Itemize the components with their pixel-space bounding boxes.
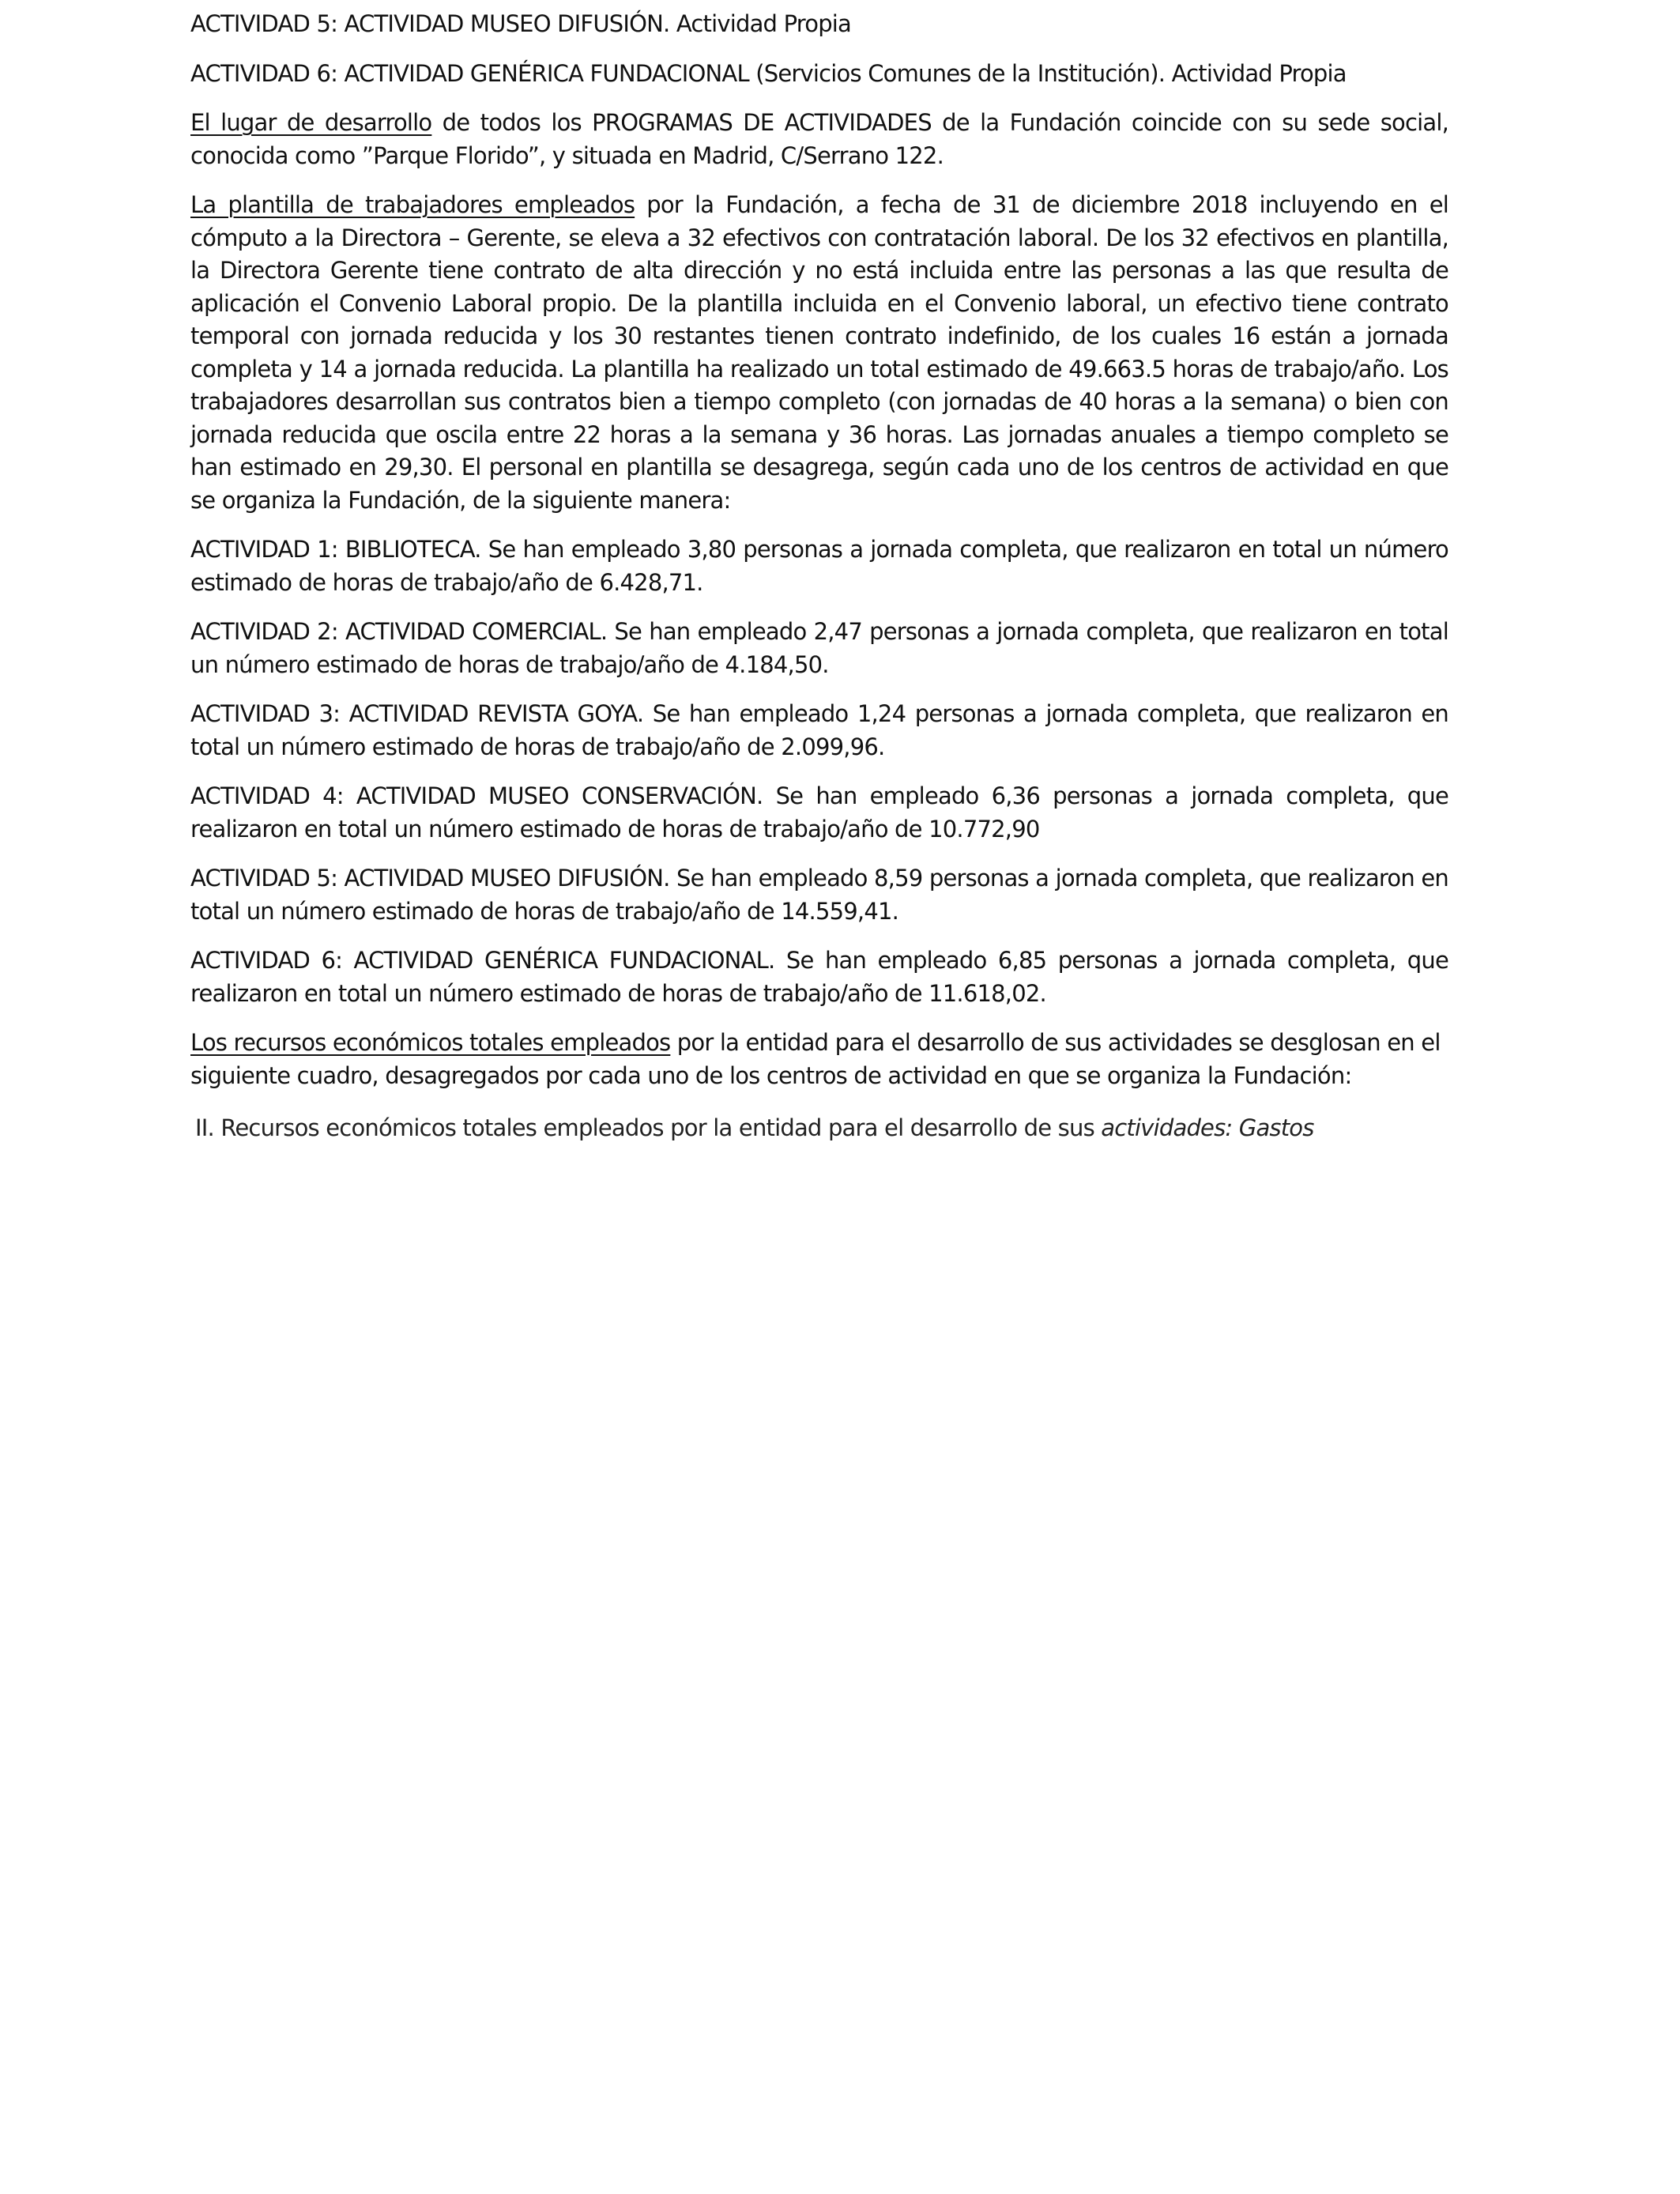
- location-paragraph: [190, 107, 1448, 172]
- activity-6-line: ACTIVIDAD 6: ACTIVIDAD GENÉRICA FUNDACIONAL (Servicios Comunes de la Institución). Actividad Propia: [190, 59, 1347, 87]
- section-heading: [195, 1111, 1448, 1144]
- section-heading-text: II. Recursos económicos totales empleados por la entidad para el desarrollo de sus: [195, 1114, 1102, 1141]
- staff-text: por la Fundación, a fecha de 31 de diciembre 2018 incluyendo en el cómputo a la Directora – Gerente, se eleva a 32 efectivos con contratación laboral. De los 32 efectivos en plantilla, la Directora Gerente tiene contrato de alta dirección y no está incluida entre las personas a las que resulta de aplicación el Convenio Laboral propio. De la plantilla incluida en el Convenio laboral, un efectivo tiene contrato temporal con jornada reducida y los 30 restantes tienen contrato indefinido, de los cuales 16 están a jornada completa y 14 a jornada reducida. La plantilla ha realizado un total estimado de 49.663.5 horas de trabajo/año. Los trabajadores desarrollan sus contratos bien a tiempo completo (con jornadas de 40 horas a la semana) o bien con jornada reducida que oscila entre 22 horas a la semana y 36 horas. Las jornadas anuales a tiempo completo se han estimado en 29,30. El personal en plantilla se desagrega, según cada uno de los centros de actividad en que se organiza la Fundación, de la siguiente manera:: [190, 191, 1448, 514]
- resources-heading: Los recursos económicos totales empleados: [190, 1029, 671, 1056]
- section-heading-italic: actividades: Gastos: [1101, 1114, 1314, 1141]
- location-text: de todos los PROGRAMAS DE ACTIVIDADES de la Fundación coincide con su sede social, conocida como ”Parque Florido”, y situada en Madrid, C/Serrano 122.: [190, 109, 1449, 169]
- activity-5-staff: ACTIVIDAD 5: ACTIVIDAD MUSEO DIFUSIÓN. Se han empleado 8,59 personas a jornada completa, que realizaron en total un número estimado de horas de trabajo/año de 14.559,41.: [190, 865, 1448, 925]
- resources-text: por la entidad para el desarrollo de sus actividades se desglosan en el siguiente cuadro, desagregados por cada uno de los centros de actividad en que se organiza la Fundación:: [190, 1029, 1441, 1089]
- activity-4-staff: ACTIVIDAD 4: ACTIVIDAD MUSEO CONSERVACIÓN. Se han empleado 6,36 personas a jornada completa, que realizaron en total un número estimado de horas de trabajo/año de 10.772,90: [190, 782, 1448, 843]
- staff-heading: La plantilla de trabajadores empleados: [190, 191, 635, 218]
- activity-2-staff: ACTIVIDAD 2: ACTIVIDAD COMERCIAL. Se han empleado 2,47 personas a jornada completa, que realizaron en total un número estimado de horas de trabajo/año de 4.184,50.: [190, 618, 1448, 678]
- activity-5-line: ACTIVIDAD 5: ACTIVIDAD MUSEO DIFUSIÓN. Actividad Propia: [190, 10, 852, 37]
- resources-paragraph: [190, 1027, 1486, 1092]
- document-body: [190, 8, 1448, 1144]
- staff-paragraph: [190, 189, 1448, 517]
- activity-6-staff: ACTIVIDAD 6: ACTIVIDAD GENÉRICA FUNDACIONAL. Se han empleado 6,85 personas a jornada completa, que realizaron en total un número estimado de horas de trabajo/año de 11.618,02.: [190, 947, 1448, 1007]
- activity-1-staff: ACTIVIDAD 1: BIBLIOTECA. Se han empleado 3,80 personas a jornada completa, que realizaron en total un número estimado de horas de trabajo/año de 6.428,71.: [190, 536, 1448, 596]
- activity-3-staff: ACTIVIDAD 3: ACTIVIDAD REVISTA GOYA. Se han empleado 1,24 personas a jornada completa, que realizaron en total un número estimado de horas de trabajo/año de 2.099,96.: [190, 700, 1448, 760]
- location-heading: El lugar de desarrollo: [190, 109, 432, 136]
